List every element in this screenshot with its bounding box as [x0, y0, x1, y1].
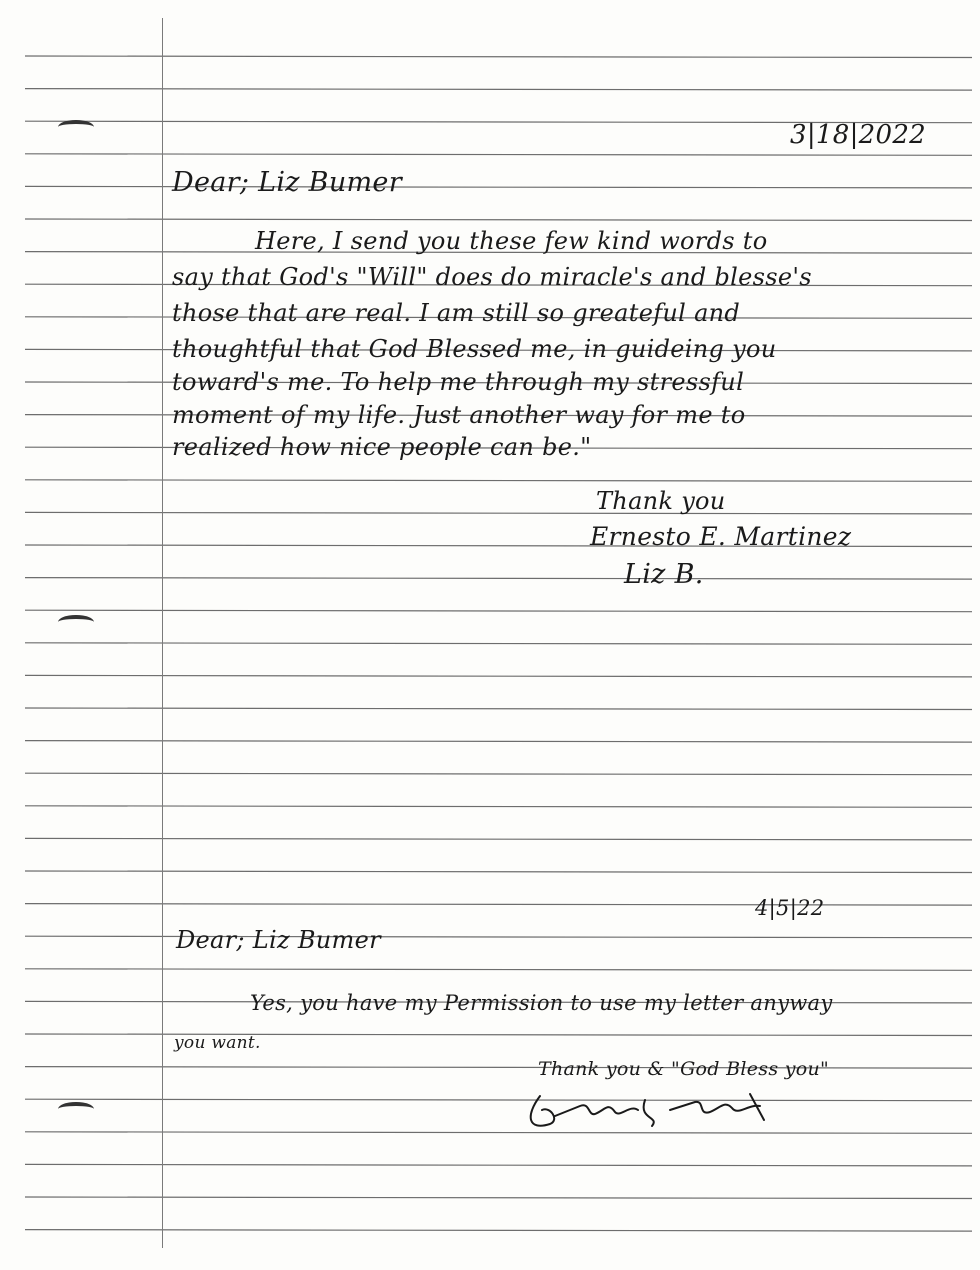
letter1-body-line: moment of my life. Just another way for me to [172, 401, 746, 429]
letter1-body-line: say that God's "Will" does do miracle's and blesse's [172, 263, 812, 291]
ruled-line [25, 708, 972, 710]
ruled-line [25, 186, 972, 188]
ruled-line [25, 219, 972, 221]
ruled-line [25, 904, 972, 906]
ruled-line [25, 773, 972, 775]
ruled-line [25, 154, 972, 156]
ruled-line [25, 1230, 972, 1232]
ruled-line [25, 480, 972, 482]
handwritten-signature [520, 1086, 780, 1136]
ruled-line [25, 512, 972, 514]
ruled-line [25, 871, 972, 873]
ruled-line [25, 936, 972, 938]
ruled-line [25, 675, 972, 677]
letter1-signature-recipient: Liz B. [624, 559, 704, 590]
ruled-line [25, 1034, 972, 1036]
ruled-line [25, 1197, 972, 1199]
letter2-closing: Thank you & "God Bless you" [538, 1058, 830, 1080]
letter1-body-line: those that are real. I am still so greateful and [172, 299, 741, 327]
ruled-line [25, 56, 972, 58]
ruled-line [25, 838, 972, 840]
letter1-body-line: toward's me. To help me through my stressful [172, 368, 745, 396]
letter1-signature-name: Ernesto E. Martinez [590, 522, 852, 551]
letter1-salutation: Dear; Liz Bumer [172, 167, 402, 198]
ruled-line [25, 806, 972, 808]
ruled-line [25, 1099, 972, 1101]
punch-hole-mark [58, 615, 94, 629]
ruled-line [25, 1132, 972, 1134]
letter1-date: 3|18|2022 [790, 120, 927, 150]
ruled-line [25, 1164, 972, 1166]
ruled-line [25, 969, 972, 971]
letter1-body-line: realized how nice people can be." [172, 433, 592, 461]
ruled-line [25, 741, 972, 743]
letter1-body-line: Here, I send you these few kind words to [255, 227, 768, 255]
ruled-line [25, 1067, 972, 1069]
letter1-closing: Thank you [596, 487, 726, 515]
ruled-line [25, 578, 972, 580]
ruled-line [25, 610, 972, 612]
punch-hole-mark [58, 120, 94, 134]
punch-hole-mark [58, 1102, 94, 1116]
margin-line [162, 18, 163, 1248]
letter2-date: 4|5|22 [755, 896, 825, 920]
ruled-line [25, 643, 972, 645]
letter2-body-line: Yes, you have my Permission to use my letter anyway [250, 991, 833, 1015]
letter2-salutation: Dear; Liz Bumer [176, 926, 381, 954]
letter1-body-line: thoughtful that God Blessed me, in guideing you [172, 335, 777, 363]
letter2-body-line: you want. [174, 1033, 261, 1053]
ruled-line [25, 89, 972, 91]
